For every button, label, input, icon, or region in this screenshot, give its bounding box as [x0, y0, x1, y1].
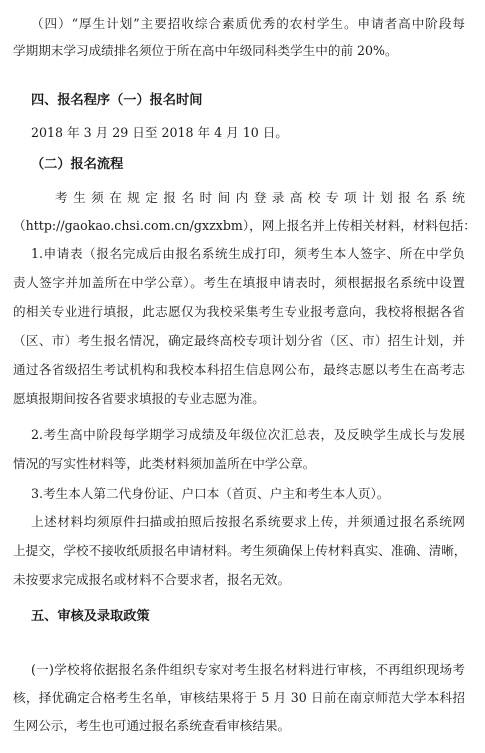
review-line-2: 核，择优确定合格考生名单，审核结果将于 5 月 30 日前在南京师范大学本科招	[13, 690, 465, 705]
upload-line-1: 上述材料均须原件扫描或拍照后按报名系统要求上传，并须通过报名系统网	[31, 514, 465, 529]
heading-registration-procedure: 四、报名程序（一）报名时间	[31, 93, 203, 108]
review-line-3: 生网公示，考生也可通过报名系统查看审核结果。	[13, 718, 291, 733]
item-3-line: 3.考生本人第二代身份证、户口本（首页、户主和考生本人页）。	[31, 486, 390, 501]
item-1-line-6: 愿填报期间按各省要求填报的专业志愿为准。	[13, 391, 265, 406]
upload-line-3: 未按要求完成报名或材料不合要求者，报名无效。	[13, 572, 291, 587]
flow-line-1: 考生须在规定报名时间内登录高校专项计划报名系统	[55, 190, 465, 205]
item-1-line-4: （区、市）考生报名情况，确定最终高校专项计划分省（区、市）招生计划，并	[13, 333, 465, 348]
registration-time: 2018 年 3 月 29 日至 2018 年 4 月 10 日。	[31, 125, 288, 140]
flow-line-2: （http://gaokao.chsi.com.cn/gxzxbm），网上报名并上传相关材料，材料包括：	[13, 218, 476, 233]
item-1-line-5: 通过各省级招生考试机构和我校本科招生信息网公布，最终志愿以考生在高考志	[13, 362, 465, 377]
item-2-line-2: 情况的写实性材料等，此类材料须加盖所在中学公章。	[13, 456, 316, 471]
upload-line-2: 上提交，学校不接收纸质报名申请材料。考生须确保上传材料真实、准确、清晰，	[13, 543, 467, 558]
item-1-line-2: 责人签字并加盖所在中学公章）。考生在填报申请表时，须根据报名系统中设置	[13, 275, 465, 290]
quota-line-2: 学期期末学习成绩排名须位于所在高中年级同科类学生中的前 20%。	[13, 43, 398, 58]
item-1-line-3: 的相关专业进行填报，此志愿仅为我校采集考生专业报考意向，我校将根据各省	[13, 304, 465, 319]
review-line-1: (一)学校将依据报名条件组织专家对考生报名材料进行审核，不再组织现场考	[31, 662, 465, 677]
heading-registration-flow: （二）报名流程	[31, 157, 124, 172]
item-2-line-1: 2.考生高中阶段每学期学习成绩及年级位次汇总表，及反映学生成长与发展	[31, 427, 465, 442]
heading-review-admission: 五、审核及录取政策	[31, 609, 150, 624]
item-1-line-1: 1.申请表（报名完成后由报名系统生成打印，须考生本人签字、所在中学负	[31, 246, 465, 261]
quota-line-1: （四）“厚生计划”主要招收综合素质优秀的农村学生。申请者高中阶段每	[31, 16, 465, 31]
